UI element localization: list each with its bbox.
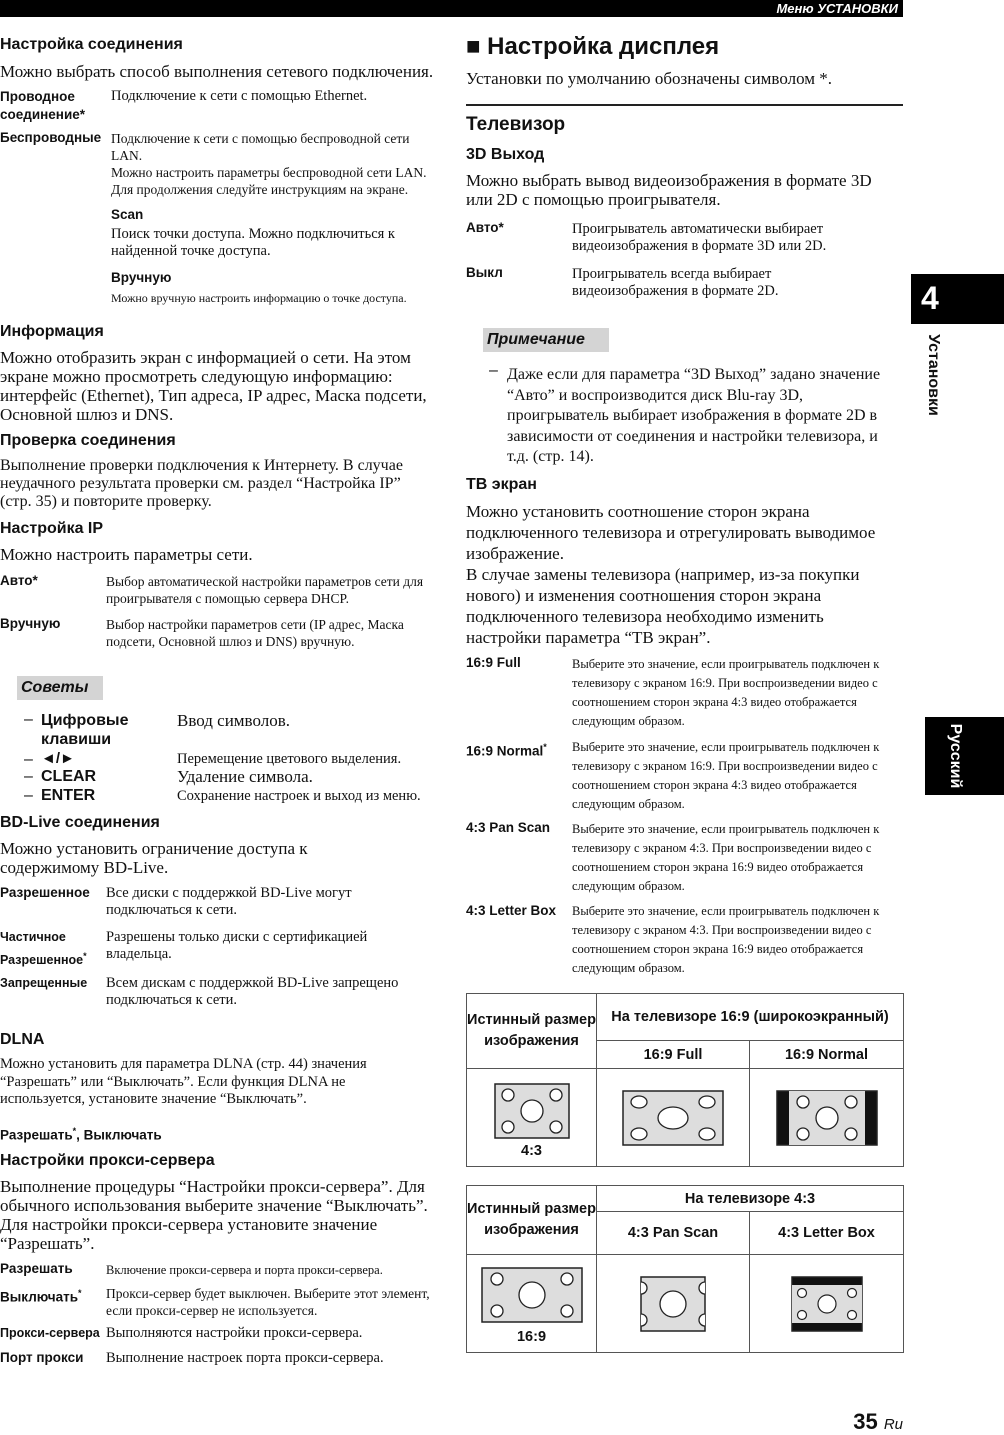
source-43-cell [467, 1069, 597, 1167]
header-bar [0, 0, 903, 17]
ip-manual-term: Вручную [0, 616, 61, 631]
dlna-value-off: , Выключать [76, 1127, 162, 1143]
bdlive-partial-term-text: Разрешенное [0, 953, 84, 968]
bdlive-partial-term [0, 928, 87, 970]
proxy-allow-term: Разрешать [0, 1261, 73, 1276]
default-mark: * [78, 1288, 82, 1298]
ip-intro: Можно настроить параметры сети. [0, 545, 253, 564]
bdlive-denied-desc: Всем дискам с поддержкой BD-Live запрещено подключаться к сети. [106, 975, 399, 1008]
section-divider [466, 104, 903, 106]
ip-auto-term: Авто* [0, 573, 38, 588]
result-panscan-cell [597, 1255, 750, 1353]
aspect-table-169 [466, 993, 904, 1167]
proxy-port-desc: Выполнение настроек порта прокси-сервера. [106, 1350, 384, 1366]
result-169-full-cell [597, 1069, 750, 1167]
tv-title: Телевизор [466, 114, 566, 135]
dlna-text: Можно установить для параметра DLNA (стр. 44) значения “Разрешать” или “Выключать”. Если функция DLNA не используется, установите значение “Выключать”. [0, 1056, 367, 1107]
tip-key: CLEAR [41, 768, 97, 785]
chapter-name: Установки [925, 334, 942, 416]
opt2-term-text: 16:9 Normal [466, 743, 544, 759]
opt3-desc: Выберите это значение, если проигрыватель подключен к телевизору с экраном 4:3. При воспроизведении видео с соотношением сторон экрана 16:9 видео отображается следующим образом. [572, 822, 880, 893]
page-language-suffix: Ru [883, 1416, 903, 1433]
dlna-value-allow: Разрешать [0, 1127, 73, 1143]
wired-term: Проводное соединение* [0, 89, 86, 122]
source-size-header: Истинный размер изображения [467, 1186, 597, 1255]
tip-key: ENTER [41, 787, 96, 804]
col-169-full: 16:9 Full [597, 1041, 750, 1069]
default-note: Установки по умолчанию обозначены символом *. [466, 69, 833, 88]
out3d-text: Можно выбрать вывод видеоизображения в формате 3D или 2D с помощью проигрывателя. [466, 171, 872, 209]
proxy-allow-desc: Включение прокси-сервера и порта прокси-сервера. [106, 1263, 383, 1277]
opt1-term: 16:9 Full [466, 655, 521, 670]
source-169-label: 16:9 [516, 1328, 547, 1345]
wireless-desc-2: Можно настроить параметры беспроводной сети LAN. Для продолжения следуйте инструкциям на экране. [111, 165, 427, 197]
aspect-table-43 [466, 1185, 904, 1353]
bdlive-intro: Можно установить ограничение доступа к содержимому BD-Live. [0, 839, 308, 877]
opt4-desc: Выберите это значение, если проигрыватель подключен к телевизору с экраном 4:3. При воспроизведении видео с соотношением сторон экрана 16:9 видео отображается следующим образом. [572, 904, 880, 975]
opt2-term [466, 738, 547, 761]
tip-dash: – [24, 768, 33, 785]
col-43-letterbox: 4:3 Letter Box [750, 1212, 904, 1255]
proxy-off-term [0, 1284, 82, 1307]
result-letterbox-cell [750, 1255, 904, 1353]
proxy-port-term: Порт прокси [0, 1350, 84, 1365]
out3d-auto-term: Авто* [466, 220, 504, 235]
result-169-normal-cell [750, 1069, 904, 1167]
tip-dash: – [24, 711, 33, 728]
proxy-off-desc: Прокси-сервер будет выключен. Выберите этот элемент, если прокси-сервер не используется. [106, 1286, 430, 1318]
opt3-term: 4:3 Pan Scan [466, 820, 551, 835]
note-text: Даже если для параметра “3D Выход” задано значение “Авто” и воспроизводится диск Blu-ray 3D, проигрыватель выбирает изображения в формате 2D в зависимости от соединения и настройки телевизора, и т.д. (стр. 14). [507, 366, 881, 465]
ip-manual-desc: Выбор настройки параметров сети (IP адрес, Маска подсети, Основной шлюз и DNS) вручную. [106, 617, 404, 649]
bdlive-title: BD-Live соединения [0, 814, 160, 831]
bdlive-partial-term-line1: Частичное [0, 930, 66, 944]
note-dash: – [489, 362, 498, 379]
opt2-desc: Выберите это значение, если проигрыватель подключен к телевизору с экраном 16:9. При воспроизведении видео с соотношением сторон экрана 4:3 видео отображается следующим образом. [572, 740, 880, 811]
dlna-title: DLNA [0, 1031, 45, 1048]
bdlive-partial-desc: Разрешены только диски с сертификацией владельца. [106, 929, 368, 962]
default-mark: * [543, 742, 547, 752]
proxy-text: Выполнение процедуры “Настройки прокси-сервера”. Для обычного использования выберите значение “Выключать”. Для настройки прокси-сервера установите значение “Разрешать”. [0, 1177, 428, 1253]
tvscreen-title: ТВ экран [466, 476, 537, 493]
page-number-value: 35 [853, 1409, 878, 1434]
connection-title: Настройка соединения [0, 36, 183, 53]
bdlive-partial-term-line2 [0, 947, 87, 970]
note-label: Примечание [483, 328, 609, 352]
manual-ap-desc: Можно вручную настроить информацию о точке доступа. [111, 291, 407, 305]
chapter-number: 4 [921, 280, 939, 316]
letterbox-image-icon [791, 1276, 863, 1332]
col-43-panscan: 4:3 Pan Scan [597, 1212, 750, 1255]
wireless-desc-1: Подключение к сети с помощью беспроводной сети LAN. [111, 131, 410, 163]
proxy-off-term-text: Выключать [0, 1289, 79, 1305]
tips-label: Советы [17, 676, 103, 700]
language-label: Русский [947, 723, 964, 789]
default-mark: * [72, 1126, 77, 1136]
out3d-off-desc: Проигрыватель всегда выбирает видеоизображения в формате 2D. [572, 266, 779, 299]
tip-desc: Перемещение цветового выделения. [177, 751, 402, 767]
wired-desc: Подключение к сети с помощью Ethernet. [111, 88, 368, 104]
image-169-icon [481, 1267, 583, 1323]
tip-desc: Удаление символа. [177, 767, 313, 786]
header-title: Меню УСТАНОВКИ [776, 1, 898, 16]
check-text: Выполнение проверки подключения к Интернету. В случае неудачного результата проверки см. раздел “Настройка IP” (стр. 35) и повторите проверку. [0, 457, 403, 510]
ip-title: Настройка IP [0, 520, 104, 537]
proxy-title: Настройки прокси-сервера [0, 1152, 215, 1169]
proxy-server-term: Прокси-сервера [0, 1326, 100, 1340]
dlna-values [0, 1122, 162, 1145]
default-mark: * [83, 951, 87, 961]
tv-169-header: На телевизоре 16:9 (широкоэкранный) [597, 994, 904, 1041]
col-169-normal: 16:9 Normal [750, 1041, 904, 1069]
source-169-cell [467, 1255, 597, 1353]
tip-desc: Ввод символов. [177, 711, 291, 730]
manual-ap-term: Вручную [111, 270, 172, 285]
bdlive-allowed-term: Разрешенное [0, 885, 90, 900]
info-title: Информация [0, 323, 104, 340]
display-title: ■ Настройка дисплея [466, 33, 720, 60]
opt1-desc: Выберите это значение, если проигрыватель подключен к телевизору с экраном 16:9. При воспроизведении видео с соотношением сторон экрана 4:3 видео отображается следующим образом. [572, 657, 880, 728]
stretched-image-icon [622, 1090, 724, 1146]
opt4-term: 4:3 Letter Box [466, 903, 557, 918]
tip-key: ◄/► [41, 750, 75, 767]
out3d-title: 3D Выход [466, 146, 545, 163]
tip-dash: – [24, 751, 33, 768]
bdlive-allowed-desc: Все диски с поддержкой BD-Live могут подключаться к сети. [106, 885, 352, 918]
ip-auto-desc: Выбор автоматической настройки параметров сети для проигрывателя с помощью сервера DHCP. [106, 574, 424, 606]
source-43-label: 4:3 [521, 1142, 542, 1159]
scan-term: Scan [111, 207, 144, 222]
language-tab [925, 717, 1004, 795]
scan-desc: Поиск точки доступа. Можно подключиться к найденной точке доступа. [111, 226, 395, 259]
image-43-icon [494, 1083, 570, 1139]
tvscreen-text-2: В случае замены телевизора (например, из-за покупки нового) и изменения соотношения сторон экрана подключенного телевизора необходимо изменить настройки параметра “ТВ экран”. [466, 565, 860, 647]
connection-intro: Можно выбрать способ выполнения сетевого подключения. [0, 62, 434, 81]
bdlive-denied-term: Запрещенные [0, 976, 88, 990]
tip-key: Цифровые клавиши [41, 712, 129, 748]
wireless-term: Беспроводные [0, 130, 102, 145]
tv-43-header: На телевизоре 4:3 [597, 1186, 904, 1212]
chapter-tab [911, 274, 1004, 324]
page-number [853, 1409, 903, 1435]
pillarbox-image-icon [776, 1090, 878, 1146]
cropped-image-icon [640, 1276, 706, 1332]
source-size-header: Истинный размер изображения [467, 994, 597, 1069]
tip-desc: Сохранение настроек и выход из меню. [177, 788, 421, 804]
check-title: Проверка соединения [0, 432, 176, 449]
tvscreen-text-1: Можно установить соотношение сторон экрана подключенного телевизора и отрегулировать выводимое изображение. [466, 502, 876, 563]
proxy-server-desc: Выполняются настройки прокси-сервера. [106, 1325, 363, 1341]
out3d-auto-desc: Проигрыватель автоматически выбирает видеоизображения в формате 3D или 2D. [572, 221, 827, 254]
info-text: Можно отобразить экран с информацией о сети. На этом экране можно просмотреть следующую информацию: интерфейс (Ethernet), Тип адреса, IP адрес, Маска подсети, Основной шлюз и DNS. [0, 348, 427, 424]
tip-dash: – [24, 787, 33, 804]
out3d-off-term: Выкл [466, 265, 503, 280]
